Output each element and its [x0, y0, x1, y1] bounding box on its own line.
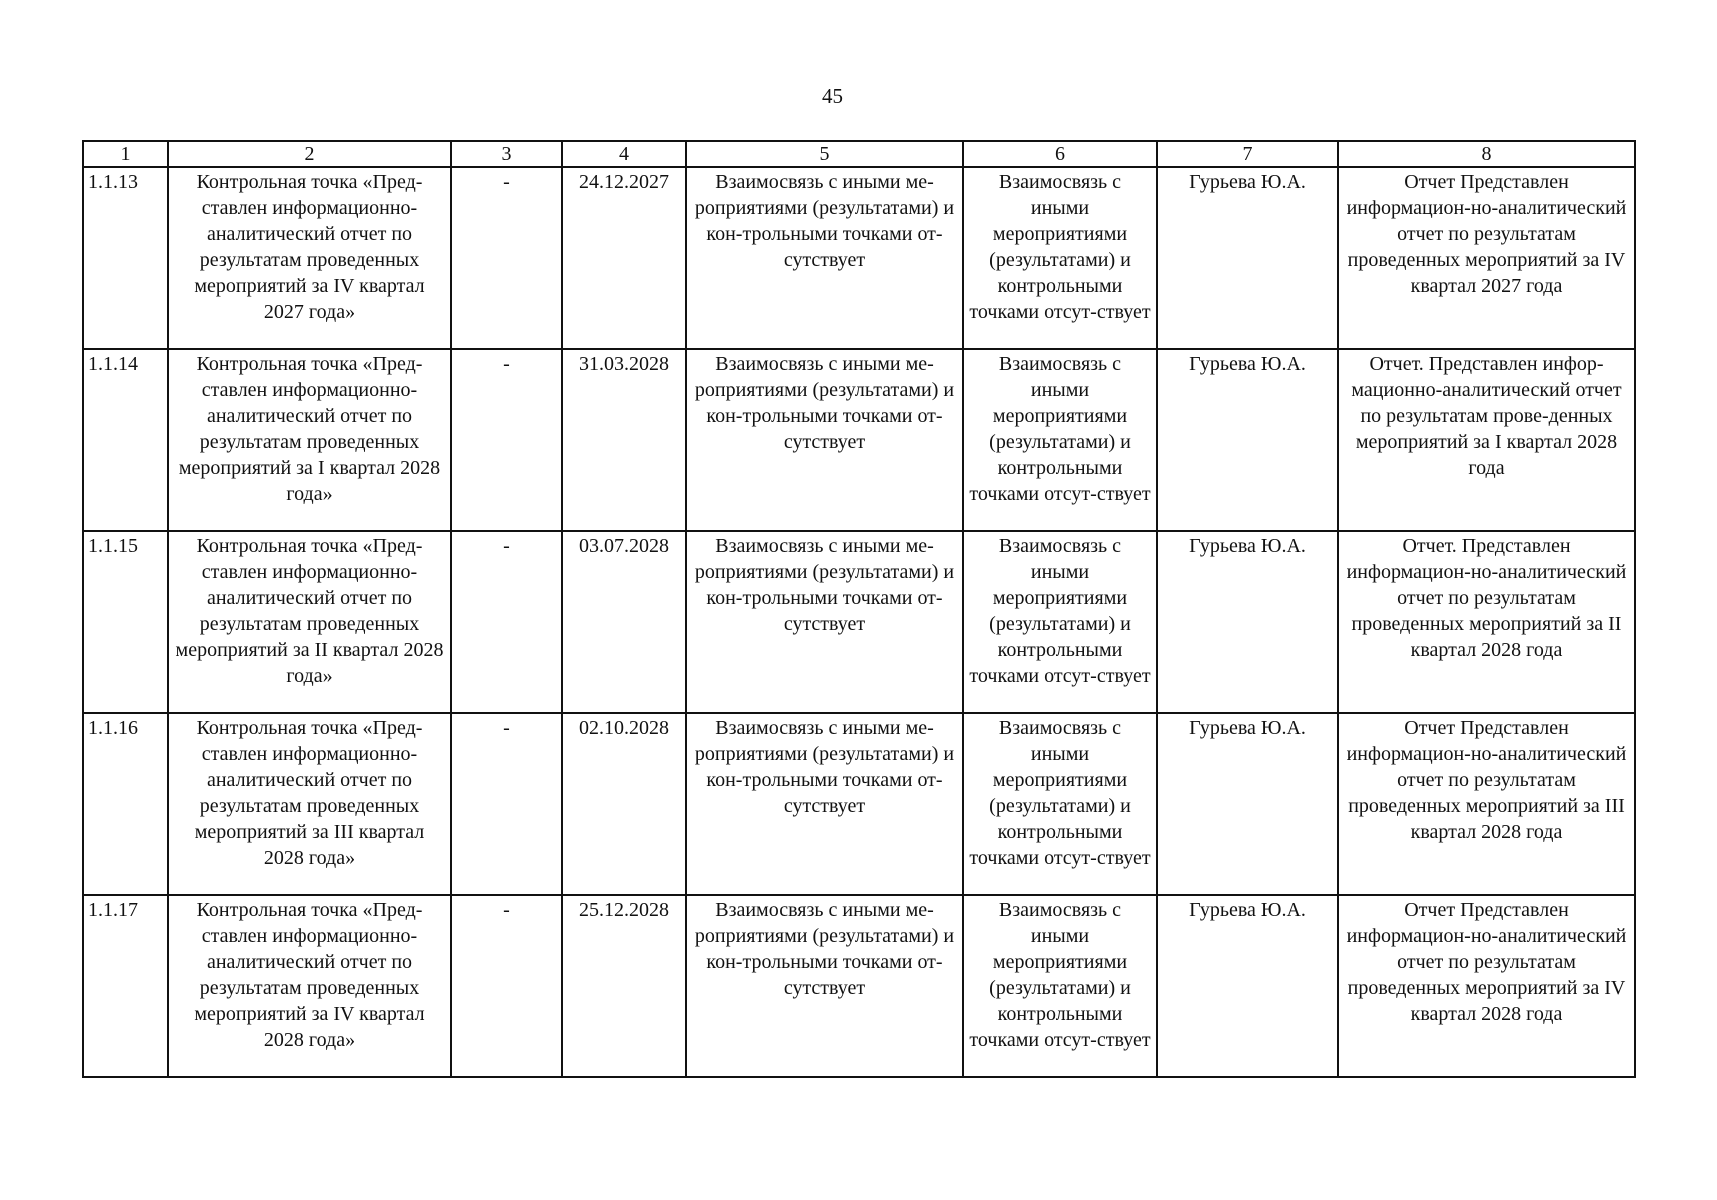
row-number: 1.1.17	[83, 895, 168, 1077]
result-description: Отчет Представлен информацион-но-аналитический отчет по результатам проведенных мероприятий за IV квартал 2027 года	[1338, 167, 1635, 349]
column-3-value: -	[451, 895, 562, 1077]
relation-description: Взаимосвязь с иными ме-роприятиями (результатами) и кон-трольными точками от-сутствует	[686, 895, 963, 1077]
due-date: 24.12.2027	[562, 167, 686, 349]
header-cell-4: 4	[562, 141, 686, 167]
relation-description-alt: Взаимосвязь с иными мероприятиями (результатами) и контрольными точками отсут-ствует	[963, 167, 1157, 349]
due-date: 02.10.2028	[562, 713, 686, 895]
header-cell-6: 6	[963, 141, 1157, 167]
responsible-person: Гурьева Ю.А.	[1157, 167, 1338, 349]
responsible-person: Гурьева Ю.А.	[1157, 349, 1338, 531]
column-3-value: -	[451, 167, 562, 349]
control-point-title: Контрольная точка «Пред-ставлен информационно-аналитический отчет по результатам проведенных мероприятий за IV квартал 2028 года»	[168, 895, 451, 1077]
control-points-table	[82, 140, 1636, 1078]
table-row	[83, 167, 1635, 349]
responsible-person: Гурьева Ю.А.	[1157, 713, 1338, 895]
row-number: 1.1.13	[83, 167, 168, 349]
responsible-person: Гурьева Ю.А.	[1157, 531, 1338, 713]
result-description: Отчет. Представлен информацион-но-аналитический отчет по результатам проведенных мероприятий за II квартал 2028 года	[1338, 531, 1635, 713]
due-date: 25.12.2028	[562, 895, 686, 1077]
row-number: 1.1.14	[83, 349, 168, 531]
column-3-value: -	[451, 349, 562, 531]
relation-description: Взаимосвязь с иными ме-роприятиями (результатами) и кон-трольными точками от-сутствует	[686, 531, 963, 713]
control-point-title: Контрольная точка «Пред-ставлен информационно-аналитический отчет по результатам проведенных мероприятий за III квартал 2028 года»	[168, 713, 451, 895]
table-row	[83, 531, 1635, 713]
column-3-value: -	[451, 531, 562, 713]
control-point-title: Контрольная точка «Пред-ставлен информационно-аналитический отчет по результатам проведенных мероприятий за II квартал 2028 года»	[168, 531, 451, 713]
table-row	[83, 895, 1635, 1077]
row-number: 1.1.16	[83, 713, 168, 895]
relation-description-alt: Взаимосвязь с иными мероприятиями (результатами) и контрольными точками отсут-ствует	[963, 531, 1157, 713]
relation-description: Взаимосвязь с иными ме-роприятиями (результатами) и кон-трольными точками от-сутствует	[686, 713, 963, 895]
header-row	[83, 141, 1635, 167]
relation-description-alt: Взаимосвязь с иными мероприятиями (результатами) и контрольными точками отсут-ствует	[963, 713, 1157, 895]
control-point-title: Контрольная точка «Пред-ставлен информационно-аналитический отчет по результатам проведенных мероприятий за IV квартал 2027 года»	[168, 167, 451, 349]
header-cell-5: 5	[686, 141, 963, 167]
page-number: 45	[822, 84, 843, 108]
result-description: Отчет. Представлен инфор-мационно-аналитический отчет по результатам прове-денных мероприятий за I квартал 2028 года	[1338, 349, 1635, 531]
row-number: 1.1.15	[83, 531, 168, 713]
relation-description-alt: Взаимосвязь с иными мероприятиями (результатами) и контрольными точками отсут-ствует	[963, 895, 1157, 1077]
header-cell-7: 7	[1157, 141, 1338, 167]
header-cell-1: 1	[83, 141, 168, 167]
relation-description: Взаимосвязь с иными ме-роприятиями (результатами) и кон-трольными точками от-сутствует	[686, 349, 963, 531]
control-point-title: Контрольная точка «Пред-ставлен информационно-аналитический отчет по результатам проведенных мероприятий за I квартал 2028 года»	[168, 349, 451, 531]
responsible-person: Гурьева Ю.А.	[1157, 895, 1338, 1077]
header-cell-2: 2	[168, 141, 451, 167]
result-description: Отчет Представлен информацион-но-аналитический отчет по результатам проведенных мероприятий за III квартал 2028 года	[1338, 713, 1635, 895]
header-cell-3: 3	[451, 141, 562, 167]
due-date: 31.03.2028	[562, 349, 686, 531]
column-3-value: -	[451, 713, 562, 895]
result-description: Отчет Представлен информацион-но-аналитический отчет по результатам проведенных мероприятий за IV квартал 2028 года	[1338, 895, 1635, 1077]
header-cell-8: 8	[1338, 141, 1635, 167]
relation-description-alt: Взаимосвязь с иными мероприятиями (результатами) и контрольными точками отсут-ствует	[963, 349, 1157, 531]
relation-description: Взаимосвязь с иными ме-роприятиями (результатами) и кон-трольными точками от-сутствует	[686, 167, 963, 349]
due-date: 03.07.2028	[562, 531, 686, 713]
table-row	[83, 713, 1635, 895]
table-row	[83, 349, 1635, 531]
